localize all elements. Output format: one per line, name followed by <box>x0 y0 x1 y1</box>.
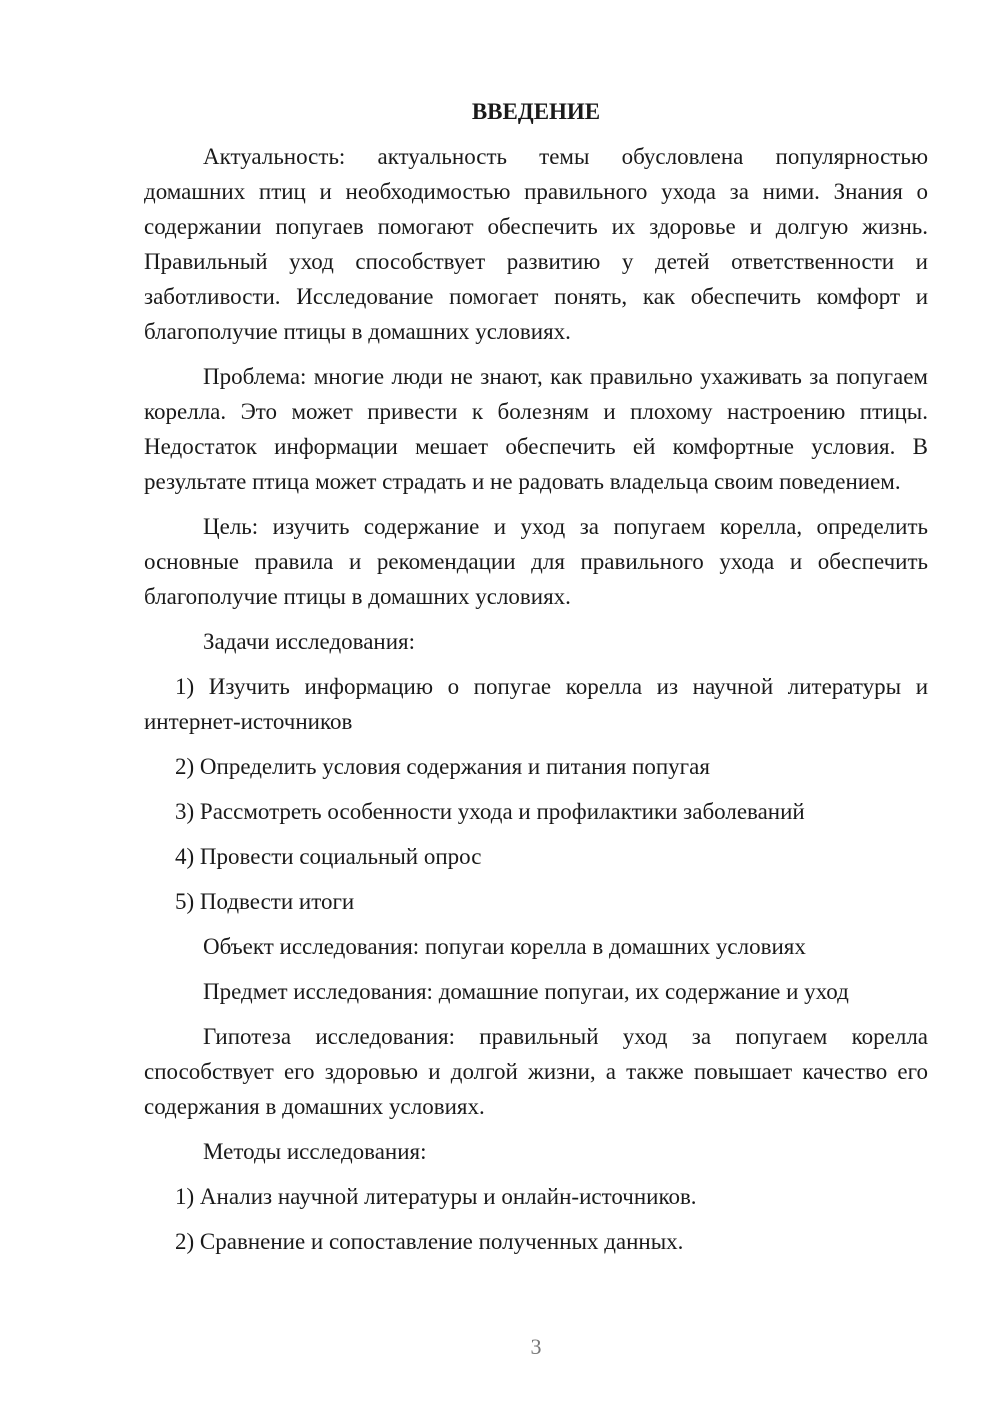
document-body <box>144 94 928 1269</box>
method-item-2: 2) Сравнение и сопоставление полученных данных. <box>175 1229 684 1254</box>
method-item-1: 1) Анализ научной литературы и онлайн-источников. <box>175 1184 697 1209</box>
task-item-2: 2) Определить условия содержания и питания попугая <box>175 754 710 779</box>
task-item-1: 1) Изучить информацию о попугае корелла из научной литературы и интернет-источников <box>144 674 928 734</box>
task-item-4: 4) Провести социальный опрос <box>175 844 482 869</box>
problem-paragraph: Проблема: многие люди не знают, как правильно ухаживать за попугаем корелла. Это может привести к болезням и плохому настроению птицы. Недостаток информации мешает обеспечить ей комфортные условия. В результате птица может страдать и не радовать владельца своим поведением. <box>144 364 928 494</box>
goal-paragraph: Цель: изучить содержание и уход за попугаем корелла, определить основные правила и рекомендации для правильного ухода и обеспечить благополучие птицы в домашних условиях. <box>144 514 928 609</box>
task-item-3: 3) Рассмотреть особенности ухода и профилактики заболеваний <box>175 799 805 824</box>
page-number: 3 <box>530 1334 542 1359</box>
research-object: Объект исследования: попугаи корелла в домашних условиях <box>203 934 806 959</box>
task-item-5: 5) Подвести итоги <box>175 889 355 914</box>
research-subject: Предмет исследования: домашние попугаи, их содержание и уход <box>203 979 849 1004</box>
research-hypothesis: Гипотеза исследования: правильный уход за попугаем корелла способствует его здоровью и долгой жизни, а также повышает качество его содержания в домашних условиях. <box>144 1024 928 1119</box>
tasks-heading: Задачи исследования: <box>203 629 416 654</box>
page-title: ВВЕДЕНИЕ <box>471 99 601 124</box>
relevance-paragraph: Актуальность: актуальность темы обусловлена популярностью домашних птиц и необходимостью правильного ухода за ними. Знания о содержании попугаев помогают обеспечить их здоровье и долгую жизнь. Правильный уход способствует развитию у детей ответственности и заботливости. Исследование помогает понять, как обеспечить комфорт и благополучие птицы в домашних условиях. <box>144 144 928 344</box>
methods-heading: Методы исследования: <box>203 1139 427 1164</box>
